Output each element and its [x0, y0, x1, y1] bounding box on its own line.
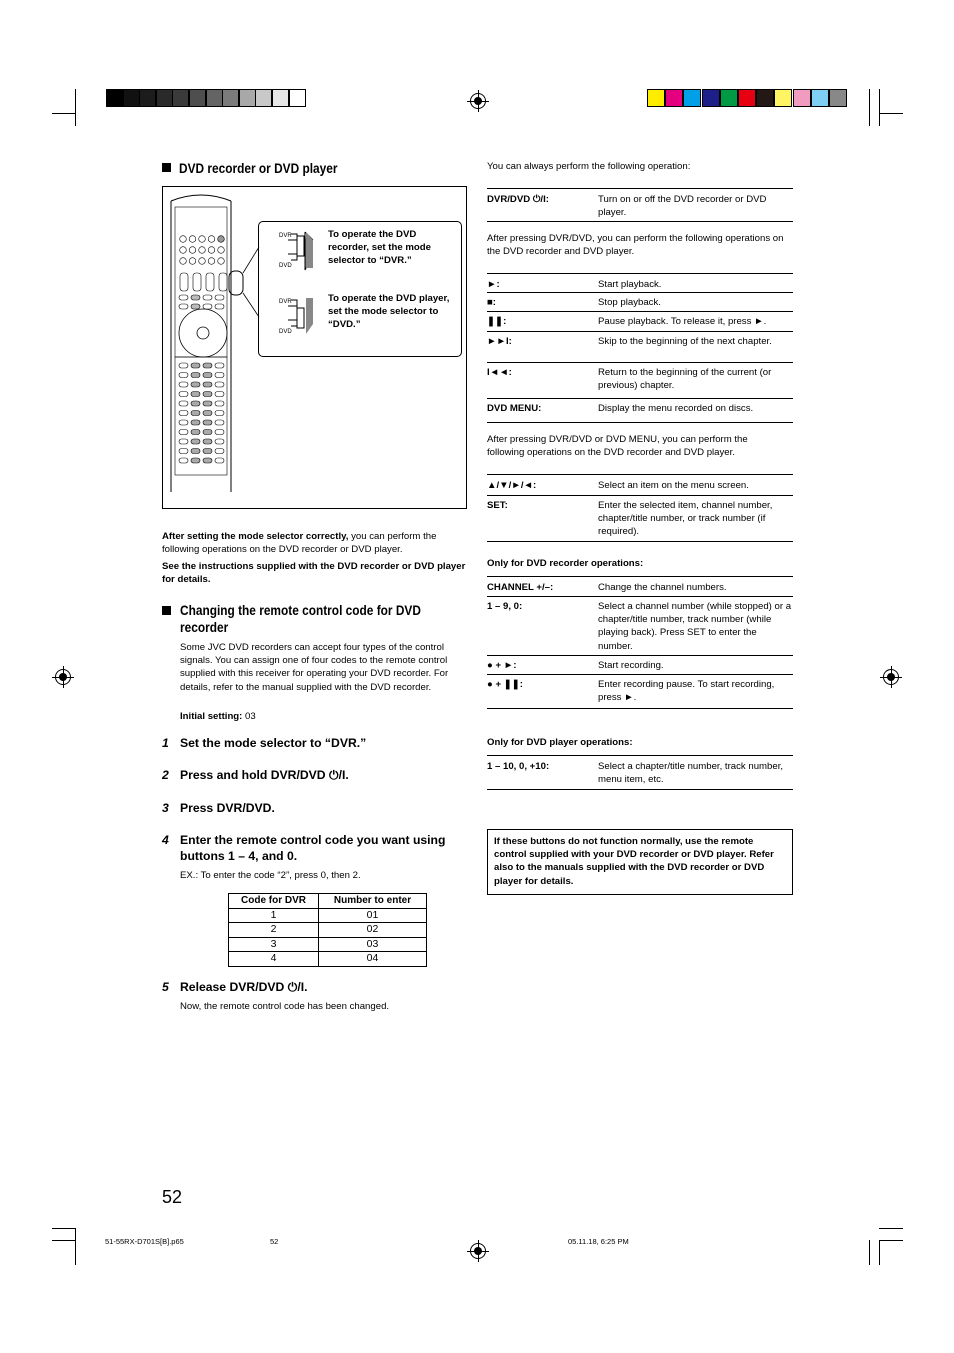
row-key: ■:	[487, 297, 496, 308]
table-row	[487, 674, 793, 709]
table-row	[487, 655, 793, 675]
color-swatch	[793, 89, 811, 107]
gray-swatch	[222, 89, 239, 107]
row-key: ►:	[487, 279, 500, 290]
row-key: DVR/DVD ⏻/I:	[487, 194, 549, 205]
remote-button	[199, 258, 206, 265]
row-value: Stop playback.	[598, 297, 661, 308]
color-swatch	[829, 89, 847, 107]
remote-button	[193, 273, 201, 291]
remote-button	[191, 430, 200, 435]
code-table-header: Number to enter	[319, 894, 427, 909]
row-key: ►►I:	[487, 336, 512, 347]
remote-button	[191, 392, 200, 397]
remote-button	[215, 430, 224, 435]
color-swatch	[720, 89, 738, 107]
row-key: 1 – 9, 0:	[487, 601, 523, 612]
see-instructions-note: See the instructions supplied with the DVD recorder or DVD player for details.	[162, 561, 466, 586]
remote-button	[203, 420, 212, 425]
code-table-header: Code for DVR	[229, 894, 319, 909]
square-bullet-icon	[162, 163, 171, 172]
remote-button	[180, 236, 187, 243]
remote-button	[191, 458, 200, 463]
remote-button	[215, 420, 224, 425]
remote-button	[203, 373, 212, 378]
remote-button	[179, 411, 188, 416]
player-only-title: Only for DVD player operations:	[487, 737, 633, 748]
remote-button	[215, 304, 224, 309]
row-value: Change the channel numbers.	[598, 582, 727, 593]
registration-mark-top	[470, 93, 486, 109]
gray-swatch	[272, 89, 289, 107]
color-swatch	[811, 89, 829, 107]
remote-button	[191, 420, 200, 425]
registration-mark-bottom	[470, 1243, 486, 1259]
gray-swatch	[156, 89, 173, 107]
row-value: Select a chapter/title number, track number, menu item, etc.	[598, 761, 784, 786]
remote-button	[179, 430, 188, 435]
table-row: 3 03	[229, 937, 427, 952]
remote-button	[203, 382, 212, 387]
gray-swatch	[106, 89, 123, 107]
selector-switch-dvd-icon	[275, 294, 335, 344]
remote-button	[215, 411, 224, 416]
registration-mark-left	[55, 669, 71, 685]
para-after-dvr-dvd: After pressing DVR/DVD, you can perform the following operations on the DVD recorder and DVD player.	[487, 233, 784, 258]
selector-switch-dvr-icon	[275, 228, 335, 278]
table-row: 2 02	[229, 923, 427, 938]
gray-swatch	[189, 89, 206, 107]
table-row	[487, 274, 793, 293]
remote-button	[191, 363, 200, 368]
remote-button	[189, 236, 196, 243]
callout-dvr-text: To operate the DVD recorder, set the mode selector to “DVR.”	[328, 229, 431, 267]
after-setting-paragraph: After setting the mode selector correctly, you can perform the following operations on the DVD recorder or DVD player.	[162, 531, 437, 556]
table-row: 1 01	[229, 908, 427, 923]
color-swatch	[647, 89, 665, 107]
row-value: Enter the selected item, channel number, chapter/title number, or track number (if required).	[598, 500, 773, 538]
square-bullet-icon	[162, 606, 171, 615]
row-value: Select an item on the menu screen.	[598, 480, 749, 491]
remote-button	[191, 295, 200, 300]
remote-button	[218, 247, 225, 254]
row-key: ❚❚:	[487, 316, 507, 327]
remote-button	[179, 373, 188, 378]
row-key: ▲/▼/►/◄:	[487, 480, 537, 491]
remote-button	[191, 439, 200, 444]
table-row: 4 04	[229, 952, 427, 967]
remote-button	[215, 373, 224, 378]
gray-swatch	[139, 89, 156, 107]
row-key: 1 – 10, 0, +10:	[487, 761, 550, 772]
color-swatch	[738, 89, 756, 107]
remote-button	[191, 449, 200, 454]
color-swatch	[683, 89, 701, 107]
remote-button	[189, 247, 196, 254]
row-value: Skip to the beginning of the next chapter.	[598, 336, 772, 347]
remote-button	[191, 401, 200, 406]
switch-label-dvr: DVR	[279, 299, 292, 305]
code-table	[228, 893, 427, 967]
remote-button	[218, 236, 225, 243]
row-value: Enter recording pause. To start recording, press ►.	[598, 679, 775, 704]
step-4-example: EX.: To enter the code “2”, press 0, then 2.	[180, 870, 361, 881]
color-swatch	[665, 89, 683, 107]
remote-button	[179, 392, 188, 397]
remote-button	[215, 449, 224, 454]
row-value: Select a channel number (while stopped) or a chapter/title number, track number (while playing back). Press SET to enter the number.	[598, 601, 792, 652]
switch-label-dvd: DVD	[279, 329, 292, 335]
row-key: SET:	[487, 500, 508, 511]
note-box	[487, 829, 793, 895]
row-value: Start recording.	[598, 660, 664, 671]
remote-button	[203, 295, 212, 300]
row-key: CHANNEL +/–:	[487, 582, 554, 593]
table-row	[487, 495, 793, 542]
remote-button	[191, 382, 200, 387]
gray-swatch	[206, 89, 223, 107]
gray-swatch	[239, 89, 256, 107]
remote-button	[203, 411, 212, 416]
remote-button	[215, 382, 224, 387]
footer-timestamp: 05.11.18, 6:25 PM	[568, 1237, 629, 1246]
table-row	[487, 398, 793, 423]
remote-button	[199, 236, 206, 243]
remote-button	[215, 458, 224, 463]
table-row	[487, 311, 793, 332]
remote-button	[203, 449, 212, 454]
change-code-body: Some JVC DVD recorders can accept four types of the control signals. You can assign one of four codes to the remote control supplied with this receiver for operating your DVD recorder. For details, refer to the manual supplied with the DVD recorder.	[180, 642, 449, 693]
initial-setting: Initial setting: 03	[180, 711, 256, 722]
remote-button	[203, 304, 212, 309]
para-after-menu: After pressing DVR/DVD or DVD MENU, you can perform the following operations on the DVD recorder and DVD player.	[487, 434, 748, 459]
remote-button	[189, 258, 196, 265]
row-key: DVD MENU:	[487, 403, 542, 414]
remote-button	[215, 363, 224, 368]
remote-button	[203, 392, 212, 397]
switch-label-dvr: DVR	[279, 233, 292, 239]
row-key: ● + ►:	[487, 660, 517, 671]
remote-button	[208, 236, 215, 243]
color-swatch	[756, 89, 774, 107]
remote-button	[219, 273, 227, 291]
switch-label-dvd: DVD	[279, 263, 292, 269]
remote-button	[179, 382, 188, 387]
table-row	[487, 292, 793, 312]
remote-button	[203, 439, 212, 444]
row-key: I◄◄:	[487, 367, 512, 378]
remote-button	[180, 247, 187, 254]
remote-button	[180, 273, 188, 291]
gray-swatch	[255, 89, 272, 107]
remote-button	[215, 401, 224, 406]
remote-button	[199, 247, 206, 254]
row-value: Start playback.	[598, 279, 662, 290]
page-number: 52	[162, 1187, 183, 1207]
callout-dvd-text: To operate the DVD player, set the mode selector to “DVD.”	[328, 293, 450, 331]
remote-button	[203, 363, 212, 368]
remote-button	[191, 411, 200, 416]
table-row	[487, 577, 793, 597]
table-row	[487, 596, 793, 656]
recorder-only-title: Only for DVD recorder operations:	[487, 558, 644, 569]
remote-button	[203, 430, 212, 435]
table-row	[487, 475, 793, 496]
table-row	[487, 362, 793, 399]
color-swatch	[702, 89, 720, 107]
remote-button	[191, 304, 200, 309]
remote-button	[203, 458, 212, 463]
note-box-text: If these buttons do not function normally, use the remote control supplied with your DVD recorder or DVD player. Refer also to the manuals supplied with the DVD recorder or DVD player for details.	[494, 836, 774, 887]
footer-file-page: 52	[270, 1237, 279, 1246]
remote-button	[179, 458, 188, 463]
remote-button	[215, 295, 224, 300]
row-value: Display the menu recorded on discs.	[598, 403, 754, 414]
section-title-dvd-recorder-or-player: DVD recorder or DVD player	[162, 160, 359, 178]
remote-button	[179, 295, 188, 300]
registration-mark-right	[883, 669, 899, 685]
remote-button	[215, 392, 224, 397]
remote-button	[218, 258, 225, 265]
gray-swatch	[289, 89, 306, 107]
row-key: ● + ❚❚:	[487, 679, 523, 690]
remote-button	[179, 439, 188, 444]
row-value: Pause playback. To release it, press ►.	[598, 316, 767, 327]
footer-file-name: 51-55RX-D701S[B].p65	[105, 1237, 184, 1246]
row-value: Turn on or off the DVD recorder or DVD player.	[598, 194, 767, 219]
remote-button	[215, 439, 224, 444]
table-row	[487, 756, 793, 790]
remote-button	[179, 304, 188, 309]
table-row	[487, 331, 793, 363]
remote-button	[179, 420, 188, 425]
step-5-note: Now, the remote control code has been changed.	[180, 1001, 390, 1012]
gray-swatch	[123, 89, 140, 107]
remote-button	[191, 373, 200, 378]
remote-button	[208, 258, 215, 265]
mode-selector-callout	[258, 221, 462, 357]
remote-button	[179, 449, 188, 454]
remote-button	[208, 247, 215, 254]
remote-button	[179, 401, 188, 406]
gray-swatch	[172, 89, 189, 107]
color-swatch	[774, 89, 792, 107]
remote-button	[180, 258, 187, 265]
row-value: Return to the beginning of the current (or previous) chapter.	[598, 367, 772, 392]
intro-text: You can always perform the following operation:	[487, 161, 691, 172]
remote-illustration-box	[162, 186, 467, 509]
remote-button	[203, 401, 212, 406]
remote-button	[179, 363, 188, 368]
remote-button	[206, 273, 214, 291]
table-row	[487, 189, 793, 222]
